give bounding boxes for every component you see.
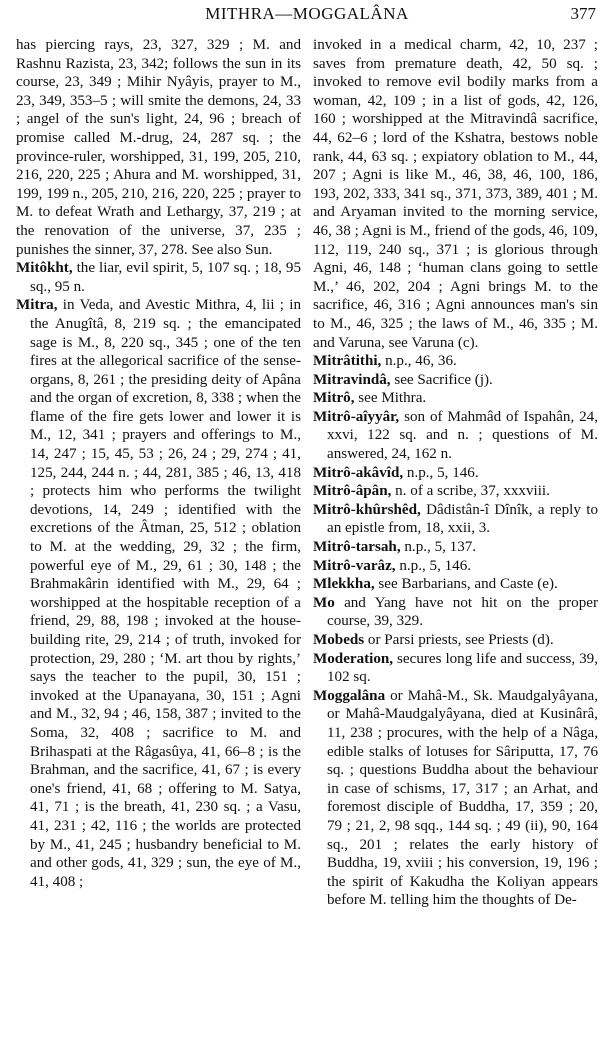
index-entry	[313, 575, 598, 594]
entry-headword: Mitrô-khûrshêd,	[313, 501, 421, 518]
right-column	[313, 36, 598, 910]
index-entry	[313, 687, 598, 910]
entry-text: in Veda, and Avestic Mithra, 4, lii ; in the Anugîtâ, 8, 219 sq. ; the emancipated sage is M., 8, 220 sq., 345 ; one of the ten fires at the allegorical sacrifice of the sense-organs, 8, 261 ; the presiding deity of Apâna and the organ of excretion, 8, 338 ; when the flame of the fire gets lower and lower it is M., 12, 341 ; prayers and offerings to M., 14, 247 ; 15, 45, 53 ; 26, 24 ; 29, 274 ; 41, 125, 244, 244 n. ; 44, 281, 385 ; 46, 13, 418 ; protects him who performs the twilight devotions, 14, 249 ; identified with the excretions of the Âtman, 25, 512 ; oblation to M. at the wedding, 29, 32 ; the firm, powerful eye of M., 29, 61 ; 30, 148 ; the Brahmakârin identified with M., 29, 64 ; worshipped at the hospitable reception of a friend, 29, 88, 198 ; invoked at the house-building rite, 29, 214 ; of truth, invoked for protection, 29, 280 ; ‘M. art thou by rights,’ says the teacher to the pupil, 30, 151 ; invoked at the Upanayana, 30, 151 ; Agni and M., 32, 94 ; 46, 158, 387 ; invited to the Soma, 32, 408 ; sacrifice to M. and Brihaspati at the Râgasûya, 41, 66–8 ; is the Brahman, and the sacrifice, 41, 67 ; is every one's friend, 41, 68 ; offering to M. Satya, 41, 71 ; is the breath, 41, 230 sq. ; a Vasu, 41, 231 ; 42, 116 ; the worlds are protected by M., 41, 245 ; husbandry beneficial to M. and other gods, 41, 329 ; sun, the eye of M., 41, 408 ;	[30, 297, 301, 890]
index-entry	[313, 557, 598, 576]
entry-headword: Moggalâna	[313, 687, 386, 704]
entry-headword: Mitôkht,	[16, 260, 73, 277]
entry-text: n.p., 5, 137.	[400, 539, 477, 556]
index-entry	[313, 501, 598, 538]
entry-headword: Mo	[313, 594, 335, 611]
entry-text: see Sacrifice (j).	[390, 371, 493, 388]
running-title: MITHRA—MOGGALÂNA	[205, 4, 409, 23]
entry-headword: Mitravindâ,	[313, 371, 391, 388]
entry-text: Dâdistân-î Dînîk, a reply to an epistle from, 18, xxii, 3.	[327, 501, 598, 537]
index-entry	[313, 650, 598, 687]
entry-headword: Mitrâtithi,	[313, 353, 382, 370]
index-entry	[313, 464, 598, 483]
index-entry	[313, 482, 598, 501]
entry-headword: Mitrô-varâz,	[313, 557, 396, 574]
index-entry	[313, 538, 598, 557]
entry-headword: Mitrô-tarsah,	[313, 539, 401, 556]
entry-text: the liar, evil spirit, 5, 107 sq. ; 18, 95 sq., 95 n.	[30, 260, 301, 295]
entry-text: see Barbarians, and Caste (e).	[374, 576, 558, 593]
index-entry	[313, 389, 598, 408]
entry-text: has piercing rays, 23, 327, 329 ; M. and Rashnu Razista, 23, 342; follows the sun in its course, 23, 349 ; Mihir Nyâyis, prayer to M., 23, 349, 353–5 ; will smite the demons, 24, 33 ; angel of the sun's light, 24, 96 ; breach of promise called M.-drug, 24, 287 sq. ; the province-ruler, worshipped, 31, 199, 205, 210, 216, 220, 225 ; Ahura and M. worshipped, 31, 199, 199 n., 205, 210, 216, 220, 225 ; prayer to M. to defeat Wrath and Lethargy, 37, 219 ; at the renovation of the universe, 37, 235 ; punishes the sinner, 37, 278. See also Sun.	[16, 37, 301, 258]
entry-text: son of Mahmâd of Ispahân, 24, xxvi, 122 sq. and n. ; questions of M. answered, 24, 162 n.	[327, 408, 598, 463]
entry-headword: Mitra,	[16, 297, 58, 314]
index-entry	[313, 371, 598, 390]
entry-text: n. of a scribe, 37, xxxviii.	[391, 483, 550, 500]
entry-text: see Mithra.	[354, 390, 427, 407]
entry-headword: Mitrô-âpân,	[313, 483, 392, 500]
entry-headword: Mitrô-aîyyâr,	[313, 408, 400, 425]
index-entry	[313, 631, 598, 650]
entry-headword: Mlekkha,	[313, 576, 375, 593]
entry-text: or Parsi priests, see Priests (d).	[364, 632, 554, 648]
page-header	[0, 4, 614, 30]
left-column	[16, 36, 301, 891]
entry-text: secures long life and success, 39, 102 sq.	[327, 650, 598, 686]
index-entry-continuation	[313, 36, 598, 352]
page-number: 377	[570, 4, 596, 23]
entry-text: n.p., 46, 36.	[381, 353, 457, 370]
index-entry-continuation	[16, 36, 301, 259]
index-entry	[313, 594, 598, 631]
entry-headword: Mobeds	[313, 632, 365, 648]
entry-text: and Yang have not hit on the proper course, 39, 329.	[327, 594, 598, 630]
index-entry	[16, 259, 301, 296]
entry-text: n.p., 5, 146.	[403, 464, 479, 481]
entry-text: or Mahâ-M., Sk. Maudgalyâyana, or Mahâ-Maudgalyâyana, died at Kusinârâ, 11, 238 ; procures, with the help of a Nâga, edible stalks of lotuses for Sâriputta, 17, 76 sq. ; questions Buddha about the behaviour in case of schisms, 17, 317 ; an Arhat, and foremost disciple of Buddha, 17, 359 ; 20, 79 ; 21, 2, 98 sqq., 144 sq. ; 49 (ii), 90, 164 sq., 201 ; relates the early history of Buddha, 19, xviii ; his conversion, 19, 196 ; the spirit of Kakudha the Koliyan appears before M. telling him the thoughts of De-	[327, 687, 598, 909]
index-entry	[313, 408, 598, 464]
entry-headword: Moderation,	[313, 650, 394, 667]
index-entry	[16, 296, 301, 891]
index-entry	[313, 352, 598, 371]
entry-text: n.p., 5, 146.	[395, 557, 472, 574]
entry-headword: Mitrô,	[313, 390, 355, 407]
entry-text: invoked in a medical charm, 42, 10, 237 ; saves from premature death, 42, 50 sq. ; invoked to remove evil bodily marks from a woman, 42, 109 ; in a list of gods, 42, 126, 160 ; worshipped at the Mitravindâ sacrifice, 44, 62–6 ; lord of the Kshatra, bestows noble rank, 44, 63 sq. ; expiatory oblation to M., 44, 207 ; Agni is like M., 46, 38, 46, 100, 186, 193, 202, 333, 341 sq., 371, 373, 389, 401 ; M. and Aryaman invited to the morning service, 46, 38 ; Agni is M., friend of the gods, 46, 109, 112, 119, 240 sq., 371 ; is glorious through Agni, 46, 148 ; ‘human clans going to settle M.,’ 46, 202, 204 ; Agni brings M. to the sacrifice, 46, 316 ; Agni announces man's sin to M., 46, 325 ; the laws of M., 46, 335 ; M. and Varuna, see Varuna (c).	[313, 37, 598, 351]
entry-headword: Mitrô-akâvîd,	[313, 464, 404, 481]
